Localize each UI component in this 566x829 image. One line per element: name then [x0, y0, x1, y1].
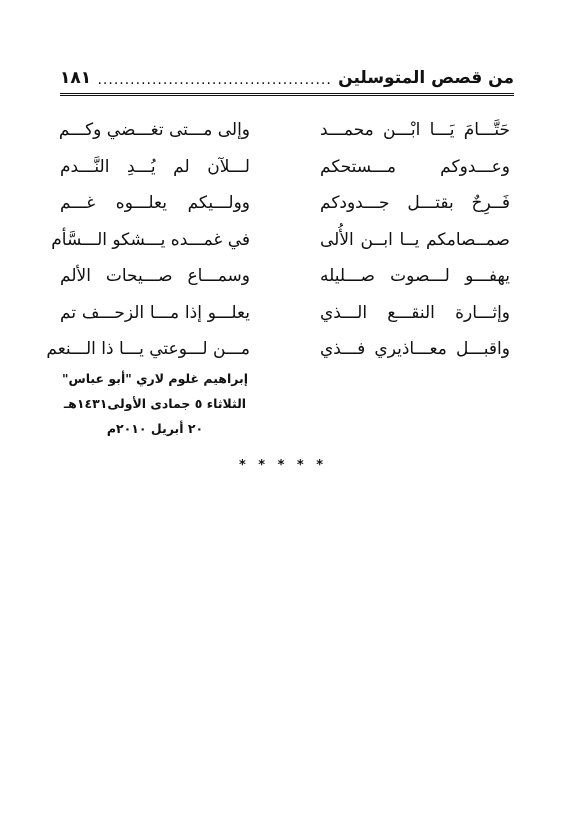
- poem-right-column: [320, 112, 510, 368]
- poem-verse: وإثـــارة النقـــع الـــذي: [320, 302, 510, 323]
- running-header-title: من قصص المتوسلين: [338, 68, 514, 88]
- poem-verse: لـــلآن لم يُـــدِ النَّـــدم: [60, 156, 250, 177]
- poem-verse: في غمـــده يـــشكو الـــسَّأم: [51, 229, 250, 250]
- poem-verse: وسمـــاع صـــيحات الألم: [60, 266, 250, 286]
- gregorian-date: ٢٠ أبريل ٢٠١٠م: [106, 421, 204, 436]
- poem-verse: وولـــيكم يعلـــوه غـــم: [60, 193, 250, 213]
- header-rule: [60, 93, 514, 96]
- poem-left-column: [46, 112, 250, 368]
- poem-verse: واقبـــل معـــاذيري فـــذي: [320, 339, 510, 359]
- poem-verse: صمــصامكم يــا ابــن الأُلى: [320, 229, 510, 250]
- page-number: ١٨١: [60, 68, 92, 88]
- section-separator: * * * * *: [238, 458, 328, 473]
- author-name: إبراهيم غلوم لاري "أبو عباس": [61, 371, 249, 386]
- poem-verse: يهفـــو لـــصوت صـــليله: [320, 266, 510, 286]
- header-leader-dots: ...........................................: [97, 72, 332, 88]
- running-header: [60, 60, 514, 88]
- poem-verse: حَتَّـــامَ يَـــا ابْـــن محمـــد: [320, 120, 510, 140]
- hijri-date: الثلاثاء ٥ جمادى الأولى١٤٣١هـ: [63, 396, 247, 411]
- poem-verse: مـــن لـــوعتي يـــا ذا الـــنعم: [46, 339, 250, 359]
- poem-verse: وإلى مـــتى تغـــضي وكـــم: [58, 120, 250, 140]
- poem-signature: [60, 366, 250, 441]
- poem-verse: وعـــدوكم مـــستحكم: [320, 156, 510, 177]
- poem-verse: يعلـــو إذا مـــا الزحـــف تم: [60, 302, 250, 323]
- poem-verse: فَــرِحٌ بقتـــل جـــدودكم: [320, 193, 510, 213]
